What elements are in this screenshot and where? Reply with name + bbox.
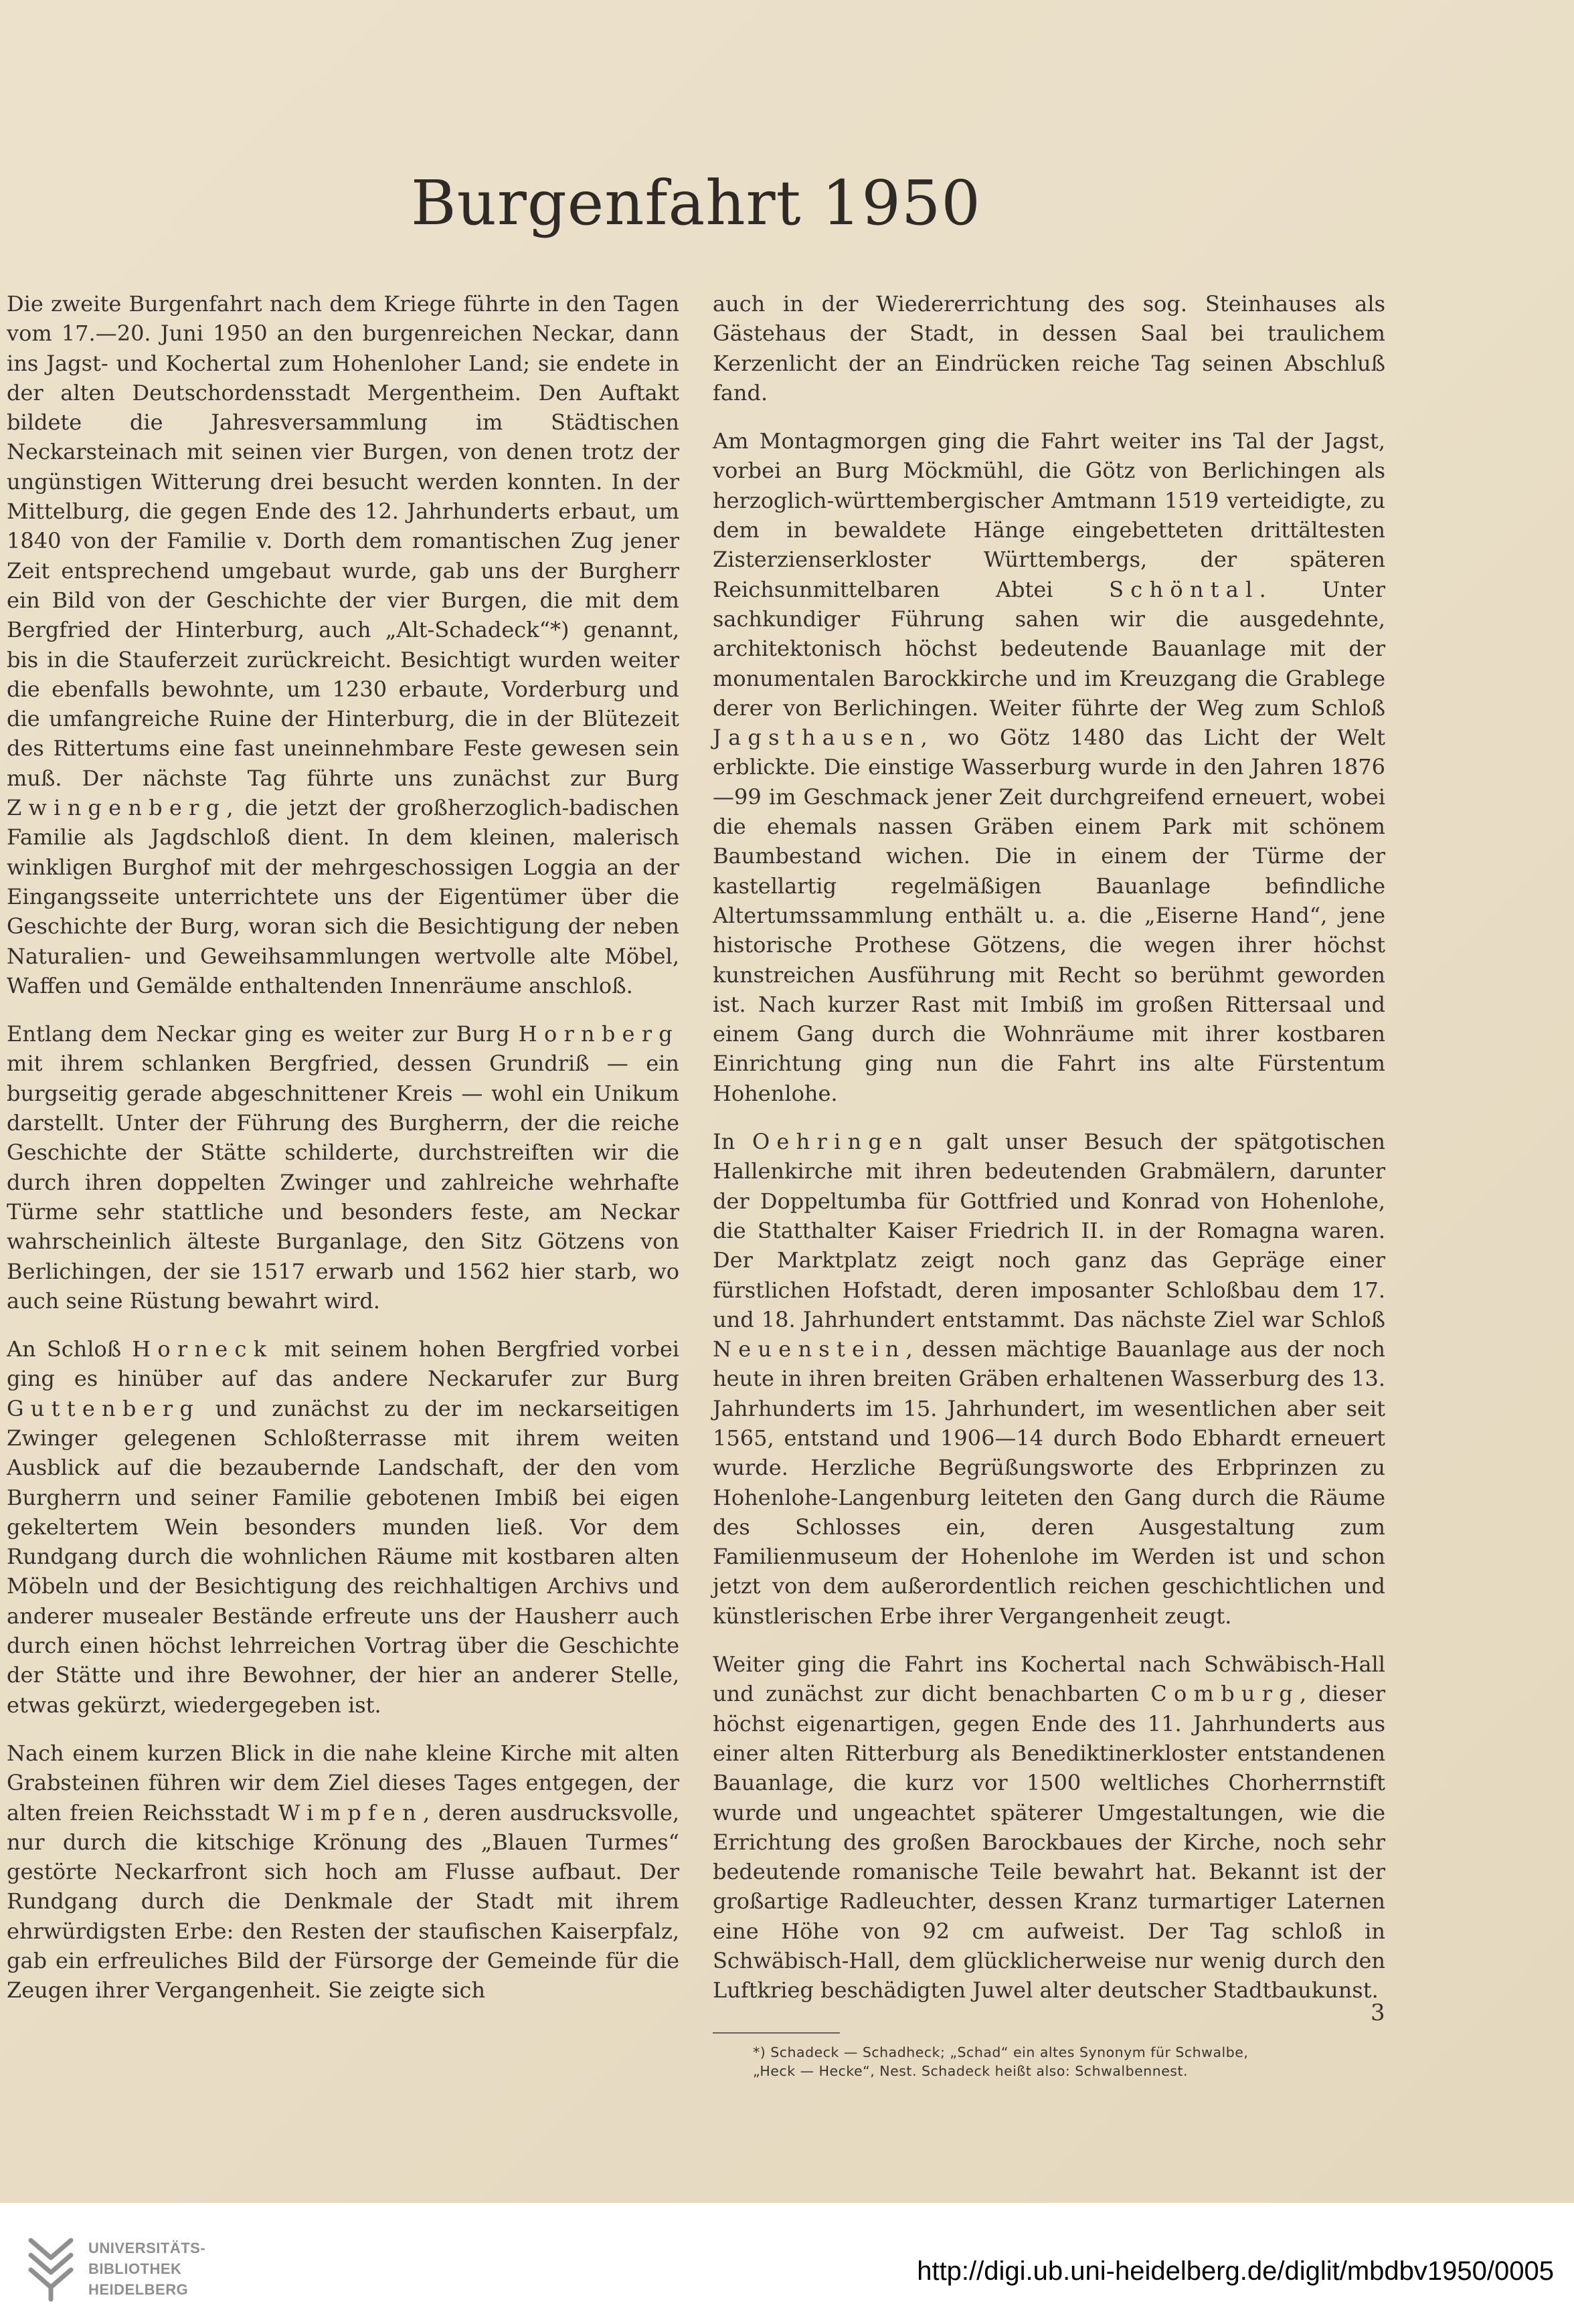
paragraph-text: mit seinem hohen Bergfried vorbei ging es hinüber auf das andere Neckarufer zur Burg [7,1336,679,1392]
institution-name [88,2238,205,2300]
paragraph-text: , dieser höchst eigenartigen, gegen Ende des 11. Jahrhunderts aus einer alten Ritterburg als Benediktinerkloster entstandenen Bauanlage, die kurz vor 1500 weltliches Chorherrnstift wurde und ungeachtet späterer Umgestaltungen, wie die Errichtung des großen Barockbaues der Kirche, noch sehr bedeutende romanische Teile bewahrt hat. Bekannt ist der großartige Radleuchter, dessen Kranz turmartiger Laternen eine Höhe von 92 cm aufweist. Der Tag schloß in Schwäbisch-Hall, dem glücklicherweise nur wenig durch den Luftkrieg beschädigten Juwel alter deutscher Stadtbaukunst. [713,1681,1386,2003]
footnote-line: „Heck — Hecke“, Nest. Schadeck heißt also: Schwalbennest. [753,2062,1189,2079]
paragraph-text: mit ihrem schlanken Bergfried, dessen Grundriß — ein burgseitig gerade abgeschnittener Kreis — wohl ein Unikum darstellt. Unter der Führung des Burgherrn, der die reiche Geschichte der Stätte schilderte, durchstreiften wir die durch ihren doppelten Zwinger und zahlreiche wehrhafte Türme sehr stattliche und besonders feste, am Neckar wahrscheinlich älteste Burganlage, den Sitz Götzens von Berlichingen, der sie 1517 erwarb und 1562 hier starb, wo auch seine Rüstung bewahrt wird. [7,1051,679,1314]
institution-line: HEIDELBERG [88,2281,189,2298]
university-library-logo-icon [25,2235,76,2302]
paragraph-text: Weiter ging die Fahrt ins Kochertal nach Schwäbisch-Hall und zunächst zur dicht benachbarten [713,1651,1385,1707]
spaced-place-name: Wimpfen [278,1799,424,1825]
paragraph [713,1649,1385,2005]
spaced-place-name: Schöntal [1109,576,1259,602]
institution-line: UNIVERSITÄTS- [88,2240,206,2256]
spaced-place-name: Zwingenberg [7,795,227,821]
spaced-place-name: Jagsthausen [713,725,921,751]
paragraph: auch in der Wiedererrichtung des sog. Steinhauses als Gästehaus der Stadt, in dessen Saal bei traulichem Kerzenlicht der an Eindrücken reiche Tag seinen Abschluß fand. [713,291,1385,406]
institution-line: BIBLIOTHEK [88,2260,182,2277]
footnote-divider [713,2032,840,2034]
viewer-footer [0,2203,1574,2324]
spaced-place-name: Horneck [132,1336,274,1362]
paragraph-text: Entlang dem Neckar ging es weiter zur Burg [7,1021,519,1047]
paragraph-text: Nach einem kurzen Blick in die nahe kleine Kirche mit alten Grabsteinen führen wir dem Ziel dieses Tages entgegen, der alten freien Reichsstadt [7,1740,679,1825]
paragraph-text: , wo Götz 1480 das Licht der Welt erblickte. Die einstige Wasserburg wurde in den Jahren 1876—99 im Geschmack jener Zeit durchgreifend erneuert, wobei die ehemals nassen Gräben einem Park mit schönem Baumbestand wichen. Die in einem der Türme der kastellartig regelmäßigen Bauanlage befindliche Altertumssammlung enthält u. a. die „Eiserne Hand“, jene historische Prothese Götzens, die wegen ihrer höchst kunstreichen Ausführung mit Recht so berühmt geworden ist. Nach kurzer Rast mit Imbiß im großen Rittersaal und einem Gang durch die Wohnräume mit ihrer kostbaren Einrichtung ging nun die Fahrt ins alte Fürstentum Hohenlohe. [713,725,1385,1106]
spaced-place-name: Comburg [1150,1681,1300,1707]
paragraph-text: , deren ausdrucksvolle, nur durch die kitschige Krönung des „Blauen Turmes“ gestörte Neckarfront sich hoch am Flusse aufbaut. Der Rundgang durch die Denkmale der Stadt mit ihrem ehrwürdigsten Erbe: den Resten der staufischen Kaiserpfalz, gab ein erfreuliches Bild der Fürsorge der Gemeinde für die Zeugen ihrer Vergangenheit. Sie zeigte sich [7,1799,679,2003]
paragraph-text: und zunächst zu der im neckarseitigen Zwinger gelegenen Schloßterrasse mit ihrem weiten Ausblick auf die bezaubernde Landschaft, der den vom Burgherrn und seiner Familie gebotenen Imbiß bei eigen gekeltertem Wein besonders munden ließ. Vor dem Rundgang durch die wohnlichen Räume mit kostbaren alten Möbeln und der Besichtigung des reichhaltigen Archivs und anderer musealer Bestände erfreute uns der Hausherr auch durch einen höchst lehrreichen Vortrag über die Geschichte der Stätte und ihre Bewohner, der hier an anderer Stelle, etwas gekürzt, wiedergegeben ist. [7,1395,679,1718]
paragraph-text: galt unser Besuch der spätgotischen Hallenkirche mit ihren bedeutenden Grabmälern, darunter der Doppeltumba für Gottfried und Konrad von Hohenlohe, die Statthalter Kaiser Friedrich II. in der Romagna waren. Der Marktplatz zeigt noch ganz das Gepräge einer fürstlichen Hofstadt, deren imposanter Schloßbau dem 17. und 18. Jahrhundert entstammt. Das nächste Ziel war Schloß [713,1129,1386,1332]
spaced-place-name: Oehringen [752,1129,930,1155]
paragraph [7,1738,679,2005]
footnote [713,2043,1385,2080]
paragraph [7,1019,679,1316]
paragraph-text: , die jetzt der großherzoglich-badischen Familie als Jagdschloß dient. In dem kleinen, malerisch winkligen Burghof mit der mehrgeschossigen Loggia an der Eingangsseite unterrichtete uns der Eigentümer über die Geschichte der Burg, woran sich die Besichtigung der neben Naturalien- und Geweihsammlungen wertvolle alte Möbel, Waffen und Gemälde enthaltenden Innenräume anschloß. [7,795,679,998]
paragraph [7,1334,679,1720]
paragraph [713,426,1385,1108]
left-column [7,289,679,2024]
paragraph-text: In [713,1129,752,1155]
spaced-place-name: Guttenberg [7,1395,201,1421]
spaced-place-name: Neuenstein [713,1336,906,1362]
paragraph [7,289,679,1000]
page-title: Burgenfahrt 1950 [411,167,981,239]
paragraph-text: Die zweite Burgenfahrt nach dem Kriege führte in den Tagen vom 17.—20. Juni 1950 an den burgenreichen Neckar, dann ins Jagst- und Kochertal zum Hohenloher Land; sie endete in der alten Deutschordensstadt Mergentheim. Den Auftakt bildete die Jahresversammlung im Städtischen Neckarsteinach mit seinen vier Burgen, von denen trotz der ungünstigen Witterung drei besucht werden konnten. In der Mittelburg, die gegen Ende des 12. Jahrhunderts erbaut, um 1840 von der Familie v. Dorth dem romantischen Zug jener Zeit entsprechend umgebaut wurde, gab uns der Burgherr ein Bild von der Geschichte der vier Burgen, die mit dem Bergfried der Hinterburg, auch „Alt-Schadeck“*) genannt, bis in die Stauferzeit zurückreicht. Besichtigt wurden weiter die ebenfalls bewohnte, um 1230 erbaute, Vorderburg und die umfangreiche Ruine der Hinterburg, die in der Blütezeit des Rittertums eine fast uneinnehmbare Feste gewesen sein muß. Der nächste Tag führte uns zunächst zur Burg [7,291,679,791]
footnote-line: *) Schadeck — Schadheck; „Schad“ ein altes Synonym für Schwalbe, [753,2044,1249,2060]
paragraph-text: , dessen mächtige Bauanlage aus der noch heute in ihren breiten Gräben erhaltenen Wasserburg des 13. Jahrhunderts im 15. Jahrhundert, im wesentlichen aber seit 1565, entstand und 1906—14 durch Bodo Ebhardt erneuert wurde. Herzliche Begrüßungsworte des Erbprinzen zu Hohenlohe-Langenburg leiteten den Gang durch die Räume des Schlosses ein, deren Ausgestaltung zum Familienmuseum der Hohenlohe im Werden ist und schon jetzt von dem außerordentlich reichen geschichtlichen und künstlerischen Erbe ihrer Vergangenheit zeugt. [713,1336,1385,1629]
paragraph-text: An Schloß [7,1336,133,1362]
spaced-place-name: Hornberg [518,1021,679,1047]
paragraph-text: . Unter sachkundiger Führung sahen wir die ausgedehnte, architektonisch höchst bedeutende Bauanlage mit der monumentalen Barockkirche und im Kreuzgang die Grablege derer von Berlichingen. Weiter führte der Weg zum Schloß [713,576,1386,721]
right-column [713,289,1385,2080]
page-number: 3 [1371,1999,1385,2026]
paragraph-text: Am Montagmorgen ging die Fahrt weiter ins Tal der Jagst, vorbei an Burg Möckmühl, die Götz von Berlichingen als herzoglich-württembergischer Amtmann 1519 verteidigte, zu dem in bewaldete Hänge eingebetteten drittältesten Zisterzienserkloster Württembergs, der späteren Reichsunmittelbaren Abtei [713,428,1385,602]
source-url-link[interactable]: http://digi.ub.uni-heidelberg.de/diglit/mbdbv1950/0005 [917,2256,1554,2286]
paragraph [713,1127,1385,1631]
